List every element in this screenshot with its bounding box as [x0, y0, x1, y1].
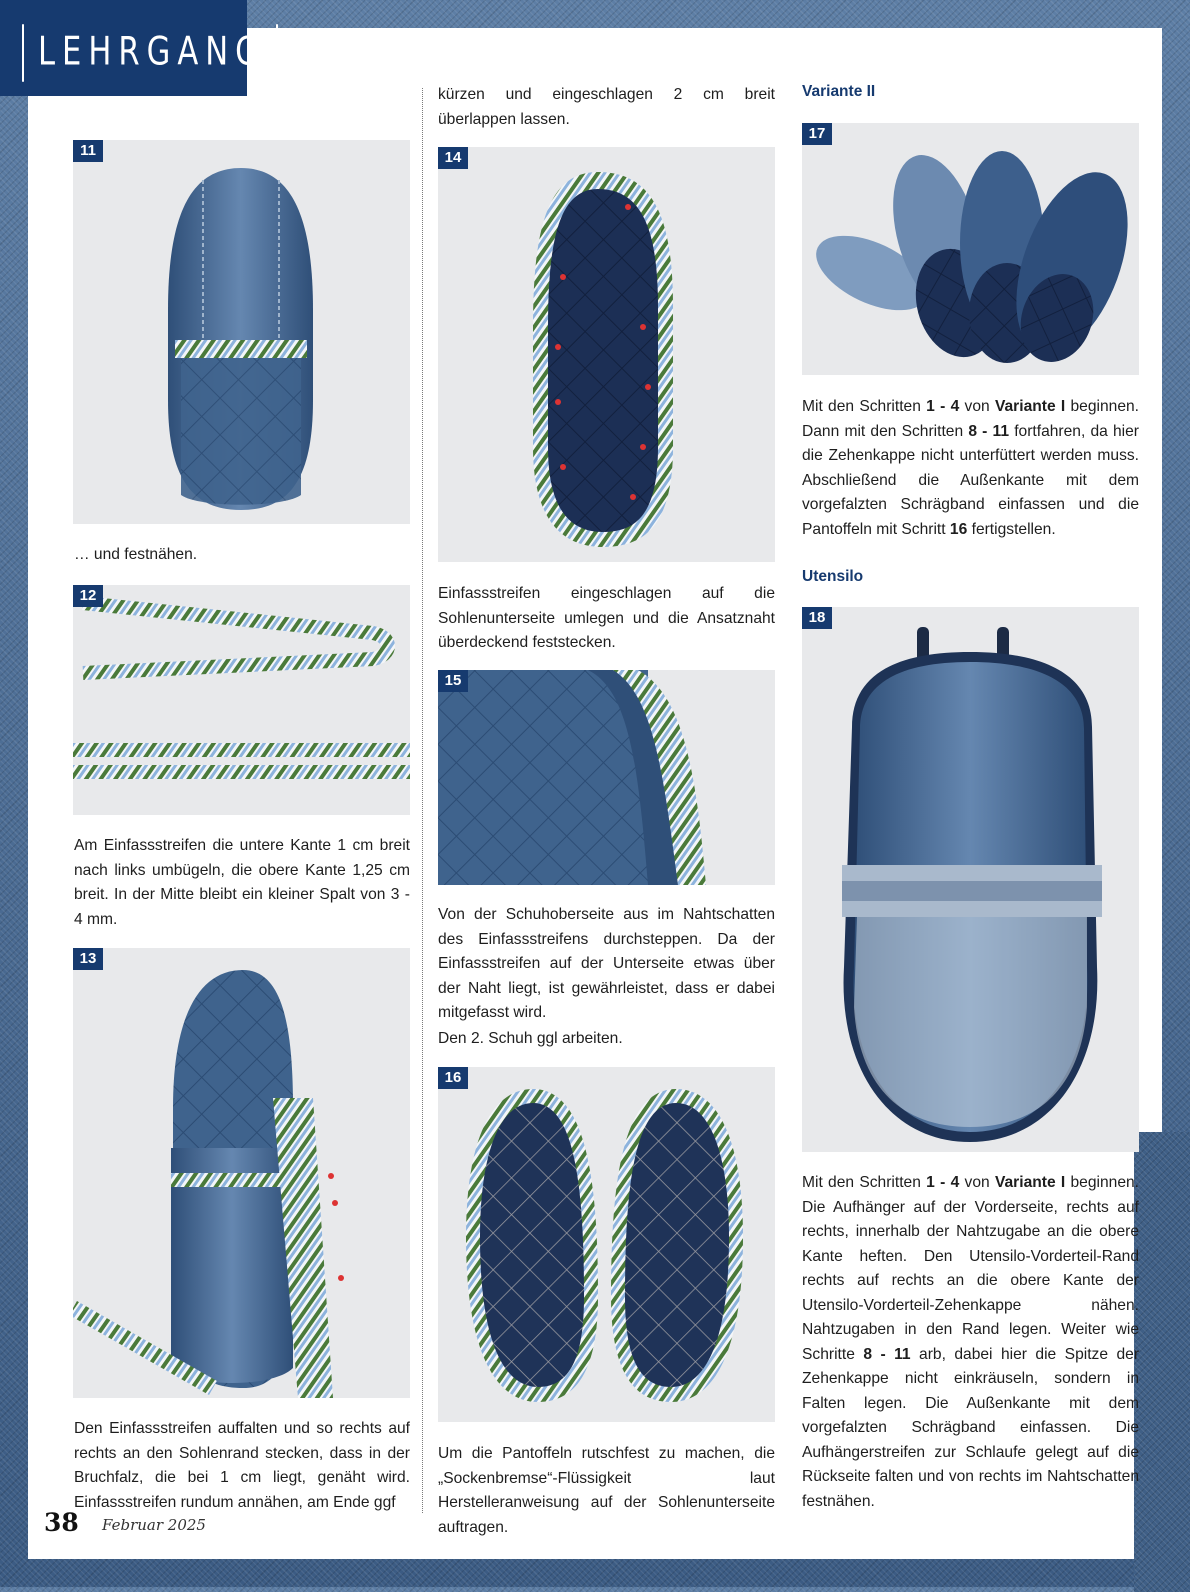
text-run: von: [959, 398, 995, 415]
text-run: beginnen. Die Aufhänger auf der Vorderseite, rechts auf rechts, innerhalb der Nahtzugabe an die obere Kante heften. Den Utensilo-Vorderteil-Rand rechts auf rechts an die obere Kante der Utensilo-Vorderteil-Zehenkappe nähen. Nahtzugaben in den Rand legen. Weiter wie Schritte: [802, 1174, 1140, 1363]
text-run: von: [959, 1174, 995, 1191]
step-11-text: … und festnähen.: [74, 546, 198, 563]
step-14-text: Einfassstreifen eingeschlagen auf die Sohlenunterseite umlegen und die Ansatznaht überdeckend feststecken.: [438, 585, 775, 651]
step-16-photo: [438, 1067, 775, 1422]
step-17-photo: [802, 123, 1139, 375]
utensilo-image: [802, 607, 1139, 1152]
text-run: fortfahren, da hier die Zehenkappe nicht unterfüttert werden muss. Abschließend die Außenkante mit dem vorgefalzten Schrägband einfassen und die Pantoffeln mit Schritt: [802, 422, 1139, 538]
step-11-photo: [73, 140, 410, 524]
step-number: 15: [438, 670, 468, 692]
slipper-pinning-image: [73, 948, 410, 1398]
step-number: 13: [73, 948, 103, 970]
step-number: 17: [802, 123, 832, 145]
step-12-photo: [73, 585, 410, 815]
heading-variante-2: Variante II: [802, 83, 876, 100]
step-number: 18: [802, 607, 832, 629]
step-13-photo: [73, 948, 410, 1398]
step-13-text: Den Einfassstreifen auffalten und so rechts auf rechts an den Sohlenrand stecken, dass in der Bruchfalz, die bei 1 cm liegt, genäht wird. Einfassstreifen rundum annähen, am Ende ggf: [74, 1420, 410, 1511]
slipper-top-view-image: [73, 140, 410, 524]
step-number: 12: [73, 585, 103, 607]
heading-utensilo: Utensilo: [802, 568, 864, 585]
slippers-variant-image: [802, 123, 1139, 375]
sole-pinned-image: [438, 147, 775, 562]
column-divider: [422, 88, 423, 1513]
quilted-closeup-image: [438, 670, 775, 885]
binding-strip-image: [73, 585, 410, 815]
step-12-text: Am Einfassstreifen die untere Kante 1 cm breit nach links umbügeln, die obere Kante 1,25 cm breit. In der Mitte bleibt ein kleiner Spalt von 3 - 4 mm.: [74, 837, 410, 928]
page-number: 38: [44, 1508, 79, 1537]
text-run: beginnen. Dann mit den Schritten: [802, 398, 1140, 440]
section-banner: [0, 0, 266, 96]
bold-run: 8 - 11: [968, 422, 1010, 440]
two-soles-image: [438, 1067, 775, 1422]
issue-date: Februar 2025: [102, 1516, 206, 1534]
bold-run: 16: [949, 520, 968, 538]
text-run: Mit den Schritten: [802, 398, 927, 415]
step-number: 16: [438, 1067, 468, 1089]
bold-run: Variante I: [994, 1174, 1066, 1191]
step-15-photo: [438, 670, 775, 885]
bold-run: 1 - 4: [926, 398, 960, 415]
text-run: fertigstellen.: [967, 520, 1056, 538]
section-label: LEHRGANG: [22, 24, 278, 82]
bold-run: 8 - 11: [863, 1345, 911, 1363]
continued-text: kürzen und eingeschlagen 2 cm breit überlappen lassen.: [438, 86, 775, 128]
step-15-note: Den 2. Schuh ggl arbeiten.: [438, 1030, 623, 1047]
bold-run: Variante I: [994, 398, 1066, 415]
step-17-text: [802, 395, 1139, 542]
step-number: 11: [73, 140, 103, 162]
text-run: Mit den Schritten: [802, 1174, 927, 1191]
step-18-photo: [802, 607, 1139, 1152]
page-edge-denim: [1134, 1132, 1190, 1592]
step-number: 14: [438, 147, 468, 169]
step-15-text: Von der Schuhoberseite aus im Nahtschatten des Einfassstreifens durchsteppen. Da der Einfassstreifen auf der Unterseite etwas über der Naht liegt, ist gewährleistet, dass er dabei mitgefasst wird.: [438, 906, 775, 1021]
text-run: arb, dabei hier die Spitze der Zehenkappe nicht einkräuseln, sondern in Falten legen. Die Außenkante mit dem vorgefalzten Schrägband einfassen. Die Aufhängerstreifen zur Schlaufe gelegt auf die Rückseite falten und von rechts im Nahtschatten festnähen.: [802, 1345, 1140, 1510]
bold-run: 1 - 4: [926, 1174, 960, 1191]
step-14-photo: [438, 147, 775, 562]
step-16-text: Um die Pantoffeln rutschfest zu machen, die „Sockenbremse“-Flüssigkeit laut Herstelleranweisung auf der Sohlenunterseite auftragen.: [438, 1445, 775, 1536]
step-18-text: [802, 1171, 1139, 1514]
